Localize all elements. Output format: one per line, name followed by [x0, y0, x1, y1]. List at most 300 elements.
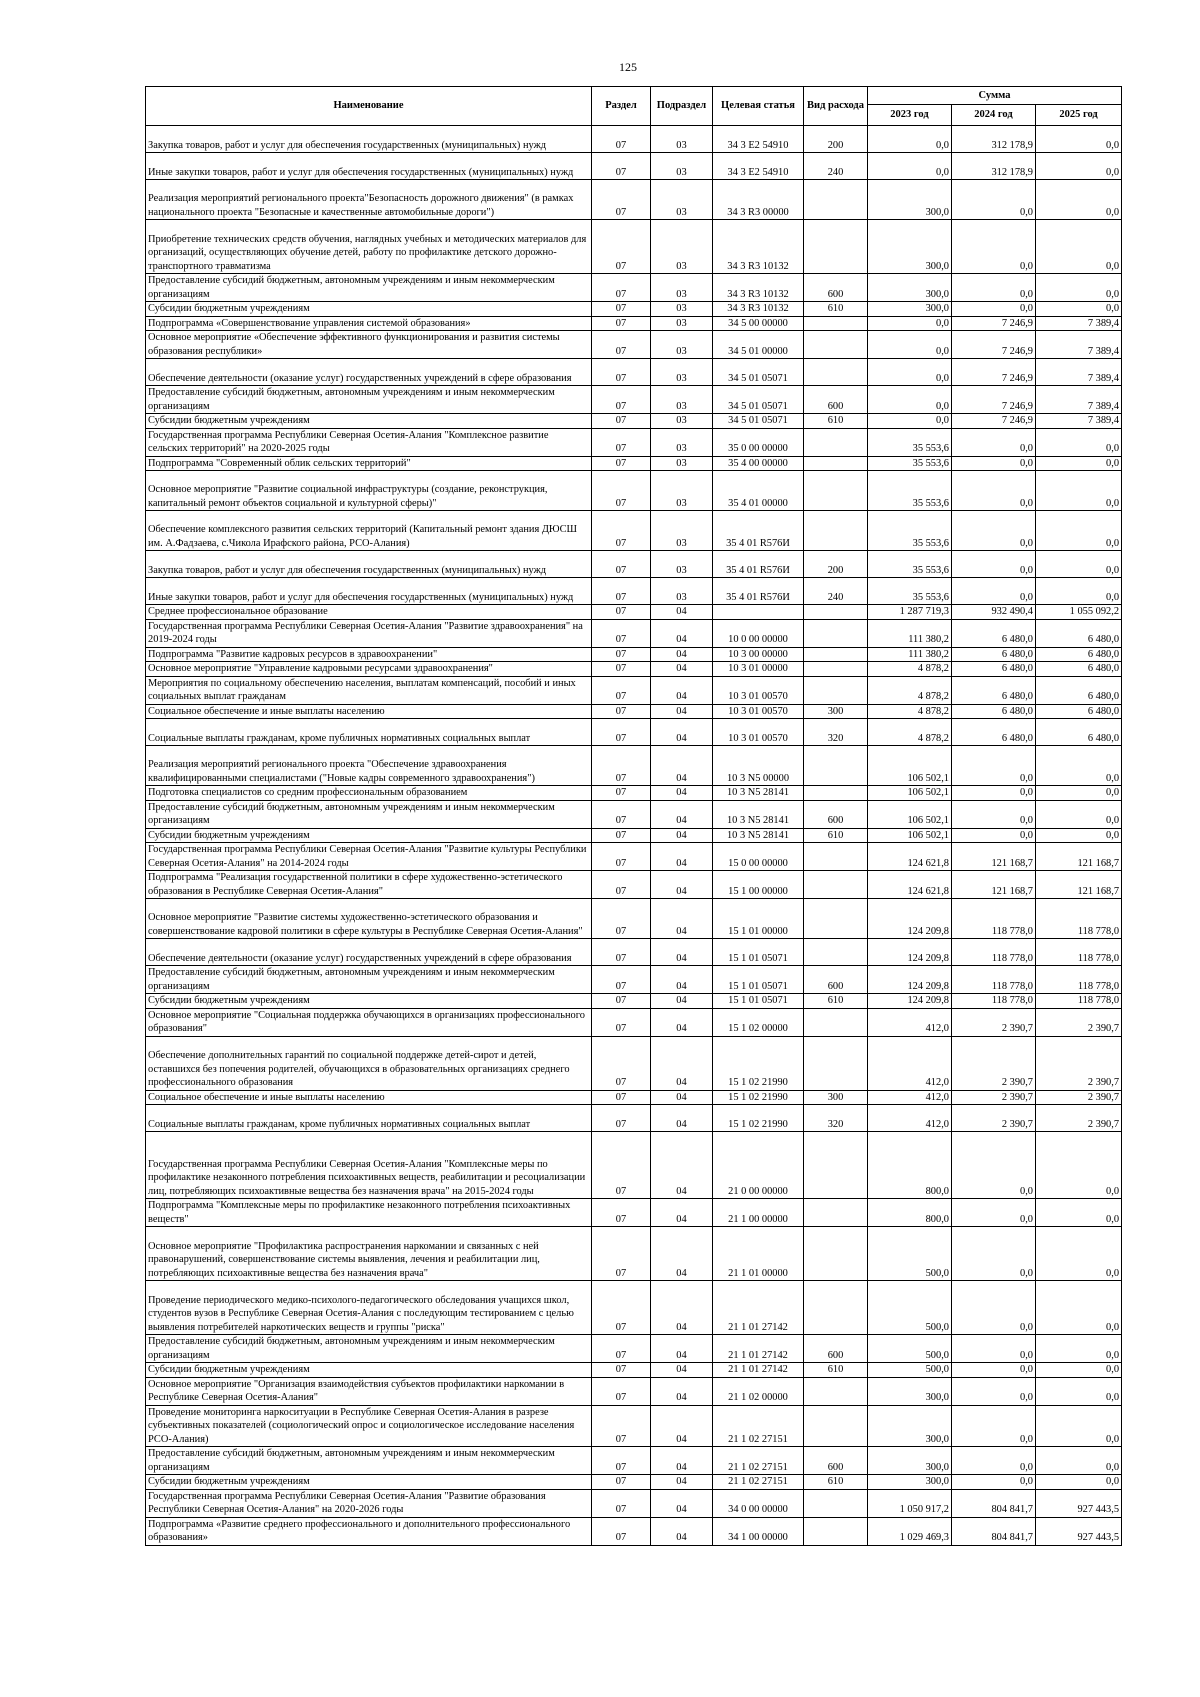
table-row: [146, 126, 1122, 153]
row-sum-2023: 4 878,2: [868, 704, 952, 719]
row-target-article: 10 3 N5 28141: [713, 800, 804, 828]
row-target-article: 34 3 E2 54910: [713, 153, 804, 180]
row-target-article: 15 1 00 00000: [713, 871, 804, 899]
table-row: [146, 1335, 1122, 1363]
row-target-article: 21 1 01 00000: [713, 1227, 804, 1281]
row-sum-2025: 0,0: [1036, 828, 1122, 843]
row-section: 07: [592, 994, 651, 1009]
row-sum-2025: 121 168,7: [1036, 871, 1122, 899]
table-row: [146, 1008, 1122, 1036]
row-section: 07: [592, 316, 651, 331]
row-subsection: 03: [651, 153, 713, 180]
row-section: 07: [592, 551, 651, 578]
row-sum-2024: 312 178,9: [952, 126, 1036, 153]
table-row: [146, 1105, 1122, 1132]
table-row: [146, 662, 1122, 677]
row-sum-2025: 1 055 092,2: [1036, 605, 1122, 620]
row-subsection: 03: [651, 456, 713, 471]
row-sum-2025: 7 389,4: [1036, 414, 1122, 429]
table-row: [146, 1227, 1122, 1281]
row-name: Подготовка специалистов со средним профессиональным образованием: [146, 786, 592, 801]
row-sum-2023: 300,0: [868, 180, 952, 220]
row-subsection: 04: [651, 899, 713, 939]
row-sum-2025: 0,0: [1036, 1377, 1122, 1405]
row-sum-2024: 0,0: [952, 1281, 1036, 1335]
row-sum-2023: 0,0: [868, 359, 952, 386]
row-name: Предоставление субсидий бюджетным, автономным учреждениям и иным некоммерческим организациям: [146, 1447, 592, 1475]
row-sum-2024: 7 246,9: [952, 316, 1036, 331]
row-section: 07: [592, 1517, 651, 1545]
row-sum-2024: 932 490,4: [952, 605, 1036, 620]
row-sum-2025: 0,0: [1036, 746, 1122, 786]
row-subsection: 04: [651, 828, 713, 843]
row-expense-kind: 610: [804, 414, 868, 429]
row-section: 07: [592, 676, 651, 704]
table-header: [146, 87, 1122, 126]
row-section: 07: [592, 786, 651, 801]
row-sum-2025: 0,0: [1036, 153, 1122, 180]
row-subsection: 03: [651, 126, 713, 153]
row-expense-kind: [804, 511, 868, 551]
row-subsection: 04: [651, 800, 713, 828]
row-subsection: 04: [651, 1517, 713, 1545]
row-name: Обеспечение комплексного развития сельских территорий (Капитальный ремонт здания ДЮСШ им. А.Фадзаева, с.Чикола Ирафского района, РСО-Алания): [146, 511, 592, 551]
row-sum-2023: 4 878,2: [868, 662, 952, 677]
row-name: Подпрограмма "Реализация государственной политики в сфере художественно-эстетического образования в Республике Северная Осетия-Алания": [146, 871, 592, 899]
row-subsection: 04: [651, 1199, 713, 1227]
row-sum-2024: 2 390,7: [952, 1008, 1036, 1036]
header-section: Раздел: [592, 87, 651, 126]
header-year-2025: 2025 год: [1036, 105, 1122, 126]
row-sum-2025: 0,0: [1036, 1199, 1122, 1227]
row-expense-kind: [804, 1036, 868, 1090]
row-subsection: 03: [651, 428, 713, 456]
table-row: [146, 1475, 1122, 1490]
row-expense-kind: 610: [804, 1475, 868, 1490]
row-name: Подпрограмма «Развитие среднего профессионального и дополнительного профессионального образования»: [146, 1517, 592, 1545]
table-row: [146, 800, 1122, 828]
row-sum-2025: 0,0: [1036, 1132, 1122, 1199]
row-expense-kind: [804, 786, 868, 801]
table-row: [146, 331, 1122, 359]
header-target-article: Целевая статья: [713, 87, 804, 126]
row-subsection: 03: [651, 220, 713, 274]
row-name: Иные закупки товаров, работ и услуг для обеспечения государственных (муниципальных) нужд: [146, 153, 592, 180]
row-sum-2025: 0,0: [1036, 578, 1122, 605]
row-target-article: 34 3 R3 00000: [713, 180, 804, 220]
row-name: Подпрограмма "Современный облик сельских территорий": [146, 456, 592, 471]
row-target-article: 15 1 02 00000: [713, 1008, 804, 1036]
row-target-article: 34 5 01 05071: [713, 386, 804, 414]
row-sum-2025: 0,0: [1036, 180, 1122, 220]
row-target-article: 10 3 00 00000: [713, 647, 804, 662]
row-name: Социальное обеспечение и иные выплаты населению: [146, 1090, 592, 1105]
row-sum-2024: 121 168,7: [952, 843, 1036, 871]
table-row: [146, 1489, 1122, 1517]
table-row: [146, 578, 1122, 605]
row-subsection: 04: [651, 746, 713, 786]
row-sum-2025: 6 480,0: [1036, 647, 1122, 662]
row-expense-kind: 320: [804, 719, 868, 746]
row-subsection: 03: [651, 386, 713, 414]
row-expense-kind: [804, 359, 868, 386]
row-sum-2024: 6 480,0: [952, 647, 1036, 662]
row-target-article: 34 3 R3 10132: [713, 220, 804, 274]
row-sum-2024: 7 246,9: [952, 414, 1036, 429]
row-sum-2025: 0,0: [1036, 786, 1122, 801]
row-expense-kind: 240: [804, 578, 868, 605]
row-sum-2024: 6 480,0: [952, 719, 1036, 746]
table-row: [146, 871, 1122, 899]
row-name: Проведение периодического медико-психолого-педагогического обследования учащихся школ, студентов вузов в Республике Северная Осетия-Алания с последующим тестированием с целью выявления потребителей наркотических веществ и группы "риска": [146, 1281, 592, 1335]
row-target-article: 15 1 01 05071: [713, 994, 804, 1009]
row-name: Обеспечение деятельности (оказание услуг) государственных учреждений в сфере образования: [146, 939, 592, 966]
row-sum-2023: 4 878,2: [868, 719, 952, 746]
row-expense-kind: [804, 605, 868, 620]
row-target-article: 34 5 01 00000: [713, 331, 804, 359]
row-sum-2023: 35 553,6: [868, 578, 952, 605]
row-section: 07: [592, 578, 651, 605]
row-sum-2025: 0,0: [1036, 471, 1122, 511]
row-sum-2023: 106 502,1: [868, 746, 952, 786]
row-sum-2024: 0,0: [952, 1475, 1036, 1490]
row-subsection: 04: [651, 1335, 713, 1363]
row-section: 07: [592, 386, 651, 414]
row-sum-2025: 7 389,4: [1036, 331, 1122, 359]
row-expense-kind: [804, 1377, 868, 1405]
row-target-article: 10 3 01 00000: [713, 662, 804, 677]
row-section: 07: [592, 1105, 651, 1132]
row-target-article: 15 1 02 21990: [713, 1105, 804, 1132]
row-subsection: 04: [651, 605, 713, 620]
row-sum-2023: 1 287 719,3: [868, 605, 952, 620]
row-sum-2023: 124 209,8: [868, 966, 952, 994]
row-sum-2025: 0,0: [1036, 800, 1122, 828]
row-subsection: 03: [651, 578, 713, 605]
table-row: [146, 220, 1122, 274]
row-sum-2023: 35 553,6: [868, 511, 952, 551]
row-expense-kind: 600: [804, 800, 868, 828]
row-section: 07: [592, 153, 651, 180]
header-expense-kind: Вид расхода: [804, 87, 868, 126]
row-subsection: 03: [651, 331, 713, 359]
row-sum-2024: 0,0: [952, 1335, 1036, 1363]
row-sum-2023: 0,0: [868, 126, 952, 153]
row-expense-kind: 200: [804, 126, 868, 153]
table-row: [146, 1281, 1122, 1335]
row-expense-kind: [804, 662, 868, 677]
row-expense-kind: 600: [804, 1335, 868, 1363]
table-row: [146, 456, 1122, 471]
row-name: Государственная программа Республики Северная Осетия-Алания "Комплексные меры по профилактике незаконного потребления психоактивных веществ, реабилитации и ресоциализации лиц, потребляющих психоактивные вещества без назначения врача" на 2015-2024 годы: [146, 1132, 592, 1199]
row-section: 07: [592, 828, 651, 843]
row-sum-2024: 0,0: [952, 428, 1036, 456]
row-sum-2025: 0,0: [1036, 1475, 1122, 1490]
row-sum-2023: 111 380,2: [868, 619, 952, 647]
row-subsection: 04: [651, 1227, 713, 1281]
table-row: [146, 843, 1122, 871]
table-row: [146, 605, 1122, 620]
table-row: [146, 316, 1122, 331]
row-name: Социальные выплаты гражданам, кроме публичных нормативных социальных выплат: [146, 719, 592, 746]
row-target-article: 10 0 00 00000: [713, 619, 804, 647]
row-name: Основное мероприятие "Управление кадровыми ресурсами здравоохранения": [146, 662, 592, 677]
row-section: 07: [592, 1132, 651, 1199]
row-section: 07: [592, 619, 651, 647]
row-target-article: 21 1 01 27142: [713, 1363, 804, 1378]
row-sum-2023: 500,0: [868, 1227, 952, 1281]
row-name: Социальное обеспечение и иные выплаты населению: [146, 704, 592, 719]
row-sum-2023: 0,0: [868, 331, 952, 359]
row-expense-kind: [804, 1008, 868, 1036]
row-target-article: 15 0 00 00000: [713, 843, 804, 871]
row-sum-2023: 35 553,6: [868, 428, 952, 456]
row-sum-2024: 0,0: [952, 746, 1036, 786]
row-section: 07: [592, 1008, 651, 1036]
row-target-article: 10 3 01 00570: [713, 719, 804, 746]
row-sum-2025: 6 480,0: [1036, 619, 1122, 647]
row-sum-2024: 2 390,7: [952, 1036, 1036, 1090]
table-row: [146, 180, 1122, 220]
row-sum-2023: 124 209,8: [868, 899, 952, 939]
row-sum-2024: 0,0: [952, 1227, 1036, 1281]
row-target-article: 34 3 E2 54910: [713, 126, 804, 153]
row-subsection: 04: [651, 1105, 713, 1132]
row-name: Субсидии бюджетным учреждениям: [146, 414, 592, 429]
row-sum-2025: 0,0: [1036, 551, 1122, 578]
row-name: Основное мероприятие «Обеспечение эффективного функционирования и развития системы образования республики»: [146, 331, 592, 359]
row-name: Подпрограмма "Комплексные меры по профилактике незаконного потребления психоактивных веществ": [146, 1199, 592, 1227]
row-sum-2024: 0,0: [952, 180, 1036, 220]
row-subsection: 04: [651, 871, 713, 899]
row-sum-2024: 0,0: [952, 828, 1036, 843]
row-expense-kind: 600: [804, 386, 868, 414]
row-name: Социальные выплаты гражданам, кроме публичных нормативных социальных выплат: [146, 1105, 592, 1132]
row-target-article: 35 4 01 R576И: [713, 578, 804, 605]
row-sum-2023: 412,0: [868, 1105, 952, 1132]
row-expense-kind: [804, 316, 868, 331]
row-section: 07: [592, 939, 651, 966]
header-year-2023: 2023 год: [868, 105, 952, 126]
row-sum-2024: 6 480,0: [952, 619, 1036, 647]
row-name: Субсидии бюджетным учреждениям: [146, 1363, 592, 1378]
row-subsection: 04: [651, 1363, 713, 1378]
row-sum-2024: 0,0: [952, 1447, 1036, 1475]
table-row: [146, 511, 1122, 551]
row-section: 07: [592, 331, 651, 359]
row-sum-2024: 0,0: [952, 1377, 1036, 1405]
row-expense-kind: [804, 220, 868, 274]
row-name: Подпрограмма «Совершенствование управления системой образования»: [146, 316, 592, 331]
row-subsection: 04: [651, 1281, 713, 1335]
row-subsection: 03: [651, 180, 713, 220]
row-sum-2024: 312 178,9: [952, 153, 1036, 180]
row-sum-2023: 35 553,6: [868, 456, 952, 471]
row-sum-2023: 106 502,1: [868, 828, 952, 843]
row-sum-2023: 412,0: [868, 1036, 952, 1090]
table-row: [146, 1517, 1122, 1545]
row-subsection: 03: [651, 471, 713, 511]
table-row: [146, 471, 1122, 511]
row-section: 07: [592, 1377, 651, 1405]
row-sum-2025: 7 389,4: [1036, 359, 1122, 386]
row-section: 07: [592, 180, 651, 220]
row-section: 07: [592, 126, 651, 153]
table-row: [146, 302, 1122, 317]
row-expense-kind: 300: [804, 1090, 868, 1105]
row-sum-2024: 0,0: [952, 471, 1036, 511]
row-section: 07: [592, 871, 651, 899]
row-target-article: 10 3 01 00570: [713, 704, 804, 719]
row-subsection: 03: [651, 511, 713, 551]
row-sum-2023: 124 621,8: [868, 871, 952, 899]
row-section: 07: [592, 647, 651, 662]
row-target-article: 21 1 02 00000: [713, 1377, 804, 1405]
row-sum-2024: 0,0: [952, 456, 1036, 471]
row-sum-2023: 500,0: [868, 1281, 952, 1335]
table-row: [146, 153, 1122, 180]
row-sum-2024: 118 778,0: [952, 939, 1036, 966]
table-row: [146, 359, 1122, 386]
row-section: 07: [592, 414, 651, 429]
row-subsection: 04: [651, 1008, 713, 1036]
row-section: 07: [592, 1281, 651, 1335]
table-row: [146, 619, 1122, 647]
row-sum-2024: 0,0: [952, 511, 1036, 551]
row-sum-2025: 118 778,0: [1036, 899, 1122, 939]
row-subsection: 04: [651, 786, 713, 801]
row-sum-2025: 0,0: [1036, 1335, 1122, 1363]
row-sum-2025: 0,0: [1036, 1363, 1122, 1378]
header-name: Наименование: [146, 87, 592, 126]
row-sum-2023: 111 380,2: [868, 647, 952, 662]
row-name: Среднее профессиональное образование: [146, 605, 592, 620]
row-section: 07: [592, 1036, 651, 1090]
row-expense-kind: [804, 619, 868, 647]
row-target-article: 15 1 01 00000: [713, 899, 804, 939]
row-subsection: 04: [651, 994, 713, 1009]
row-target-article: 21 1 01 27142: [713, 1335, 804, 1363]
row-subsection: 04: [651, 843, 713, 871]
row-sum-2024: 7 246,9: [952, 386, 1036, 414]
row-expense-kind: 300: [804, 704, 868, 719]
row-sum-2024: 118 778,0: [952, 899, 1036, 939]
table-row: [146, 1363, 1122, 1378]
row-name: Реализация мероприятий регионального проекта"Безопасность дорожного движения" (в рамках национального проекта "Безопасные и качественные автомобильные дороги"): [146, 180, 592, 220]
row-name: Основное мероприятие "Социальная поддержка обучающихся в организациях профессионального образования": [146, 1008, 592, 1036]
row-expense-kind: [804, 899, 868, 939]
row-sum-2025: 0,0: [1036, 456, 1122, 471]
row-name: Закупка товаров, работ и услуг для обеспечения государственных (муниципальных) нужд: [146, 551, 592, 578]
row-section: 07: [592, 605, 651, 620]
row-sum-2024: 0,0: [952, 1363, 1036, 1378]
budget-table: [145, 86, 1122, 1546]
row-sum-2023: 0,0: [868, 386, 952, 414]
row-sum-2024: 118 778,0: [952, 994, 1036, 1009]
row-section: 07: [592, 966, 651, 994]
row-subsection: 04: [651, 1447, 713, 1475]
table-body: [146, 126, 1122, 1546]
row-expense-kind: [804, 1517, 868, 1545]
table-row: [146, 386, 1122, 414]
row-section: 07: [592, 511, 651, 551]
row-section: 07: [592, 1489, 651, 1517]
row-expense-kind: 600: [804, 966, 868, 994]
row-sum-2023: 124 209,8: [868, 994, 952, 1009]
row-target-article: 35 4 01 00000: [713, 471, 804, 511]
row-name: Основное мероприятие "Развитие системы художественно-эстетического образования и совершенствование кадровой политики в сфере культуры в Республике Северная Осетия-Алания": [146, 899, 592, 939]
row-subsection: 03: [651, 316, 713, 331]
row-sum-2023: 0,0: [868, 316, 952, 331]
table-row: [146, 1036, 1122, 1090]
row-expense-kind: 600: [804, 274, 868, 302]
row-sum-2023: 800,0: [868, 1199, 952, 1227]
row-sum-2024: 0,0: [952, 274, 1036, 302]
table-row: [146, 428, 1122, 456]
row-sum-2024: 0,0: [952, 786, 1036, 801]
row-section: 07: [592, 1447, 651, 1475]
row-sum-2024: 804 841,7: [952, 1489, 1036, 1517]
table-row: [146, 1405, 1122, 1447]
row-section: 07: [592, 1199, 651, 1227]
row-expense-kind: [804, 843, 868, 871]
row-subsection: 04: [651, 647, 713, 662]
row-section: 07: [592, 843, 651, 871]
row-target-article: 10 3 01 00570: [713, 676, 804, 704]
row-target-article: 34 5 01 05071: [713, 414, 804, 429]
row-section: 07: [592, 1227, 651, 1281]
row-sum-2024: 7 246,9: [952, 331, 1036, 359]
row-sum-2025: 927 443,5: [1036, 1489, 1122, 1517]
row-sum-2024: 6 480,0: [952, 662, 1036, 677]
row-subsection: 04: [651, 1090, 713, 1105]
row-expense-kind: 610: [804, 994, 868, 1009]
row-name: Субсидии бюджетным учреждениям: [146, 828, 592, 843]
row-section: 07: [592, 1090, 651, 1105]
row-name: Субсидии бюджетным учреждениям: [146, 302, 592, 317]
row-sum-2024: 0,0: [952, 1132, 1036, 1199]
row-target-article: 35 4 01 R576И: [713, 551, 804, 578]
row-sum-2025: 0,0: [1036, 1447, 1122, 1475]
row-name: Закупка товаров, работ и услуг для обеспечения государственных (муниципальных) нужд: [146, 126, 592, 153]
row-target-article: 34 5 00 00000: [713, 316, 804, 331]
row-target-article: 21 0 00 00000: [713, 1132, 804, 1199]
row-target-article: 15 1 02 21990: [713, 1036, 804, 1090]
row-sum-2025: 2 390,7: [1036, 1090, 1122, 1105]
row-sum-2023: 300,0: [868, 1447, 952, 1475]
row-sum-2024: 2 390,7: [952, 1090, 1036, 1105]
row-expense-kind: [804, 1227, 868, 1281]
table-row: [146, 719, 1122, 746]
row-sum-2025: 0,0: [1036, 274, 1122, 302]
row-sum-2025: 6 480,0: [1036, 676, 1122, 704]
row-sum-2023: 1 050 917,2: [868, 1489, 952, 1517]
row-sum-2023: 106 502,1: [868, 800, 952, 828]
row-subsection: 03: [651, 551, 713, 578]
row-subsection: 04: [651, 1489, 713, 1517]
row-sum-2023: 0,0: [868, 153, 952, 180]
row-sum-2025: 2 390,7: [1036, 1008, 1122, 1036]
row-target-article: 34 0 00 00000: [713, 1489, 804, 1517]
row-sum-2024: 6 480,0: [952, 676, 1036, 704]
row-subsection: 04: [651, 676, 713, 704]
row-section: 07: [592, 471, 651, 511]
table-row: [146, 274, 1122, 302]
row-sum-2024: 7 246,9: [952, 359, 1036, 386]
row-section: 07: [592, 1363, 651, 1378]
table-row: [146, 704, 1122, 719]
row-sum-2023: 300,0: [868, 220, 952, 274]
